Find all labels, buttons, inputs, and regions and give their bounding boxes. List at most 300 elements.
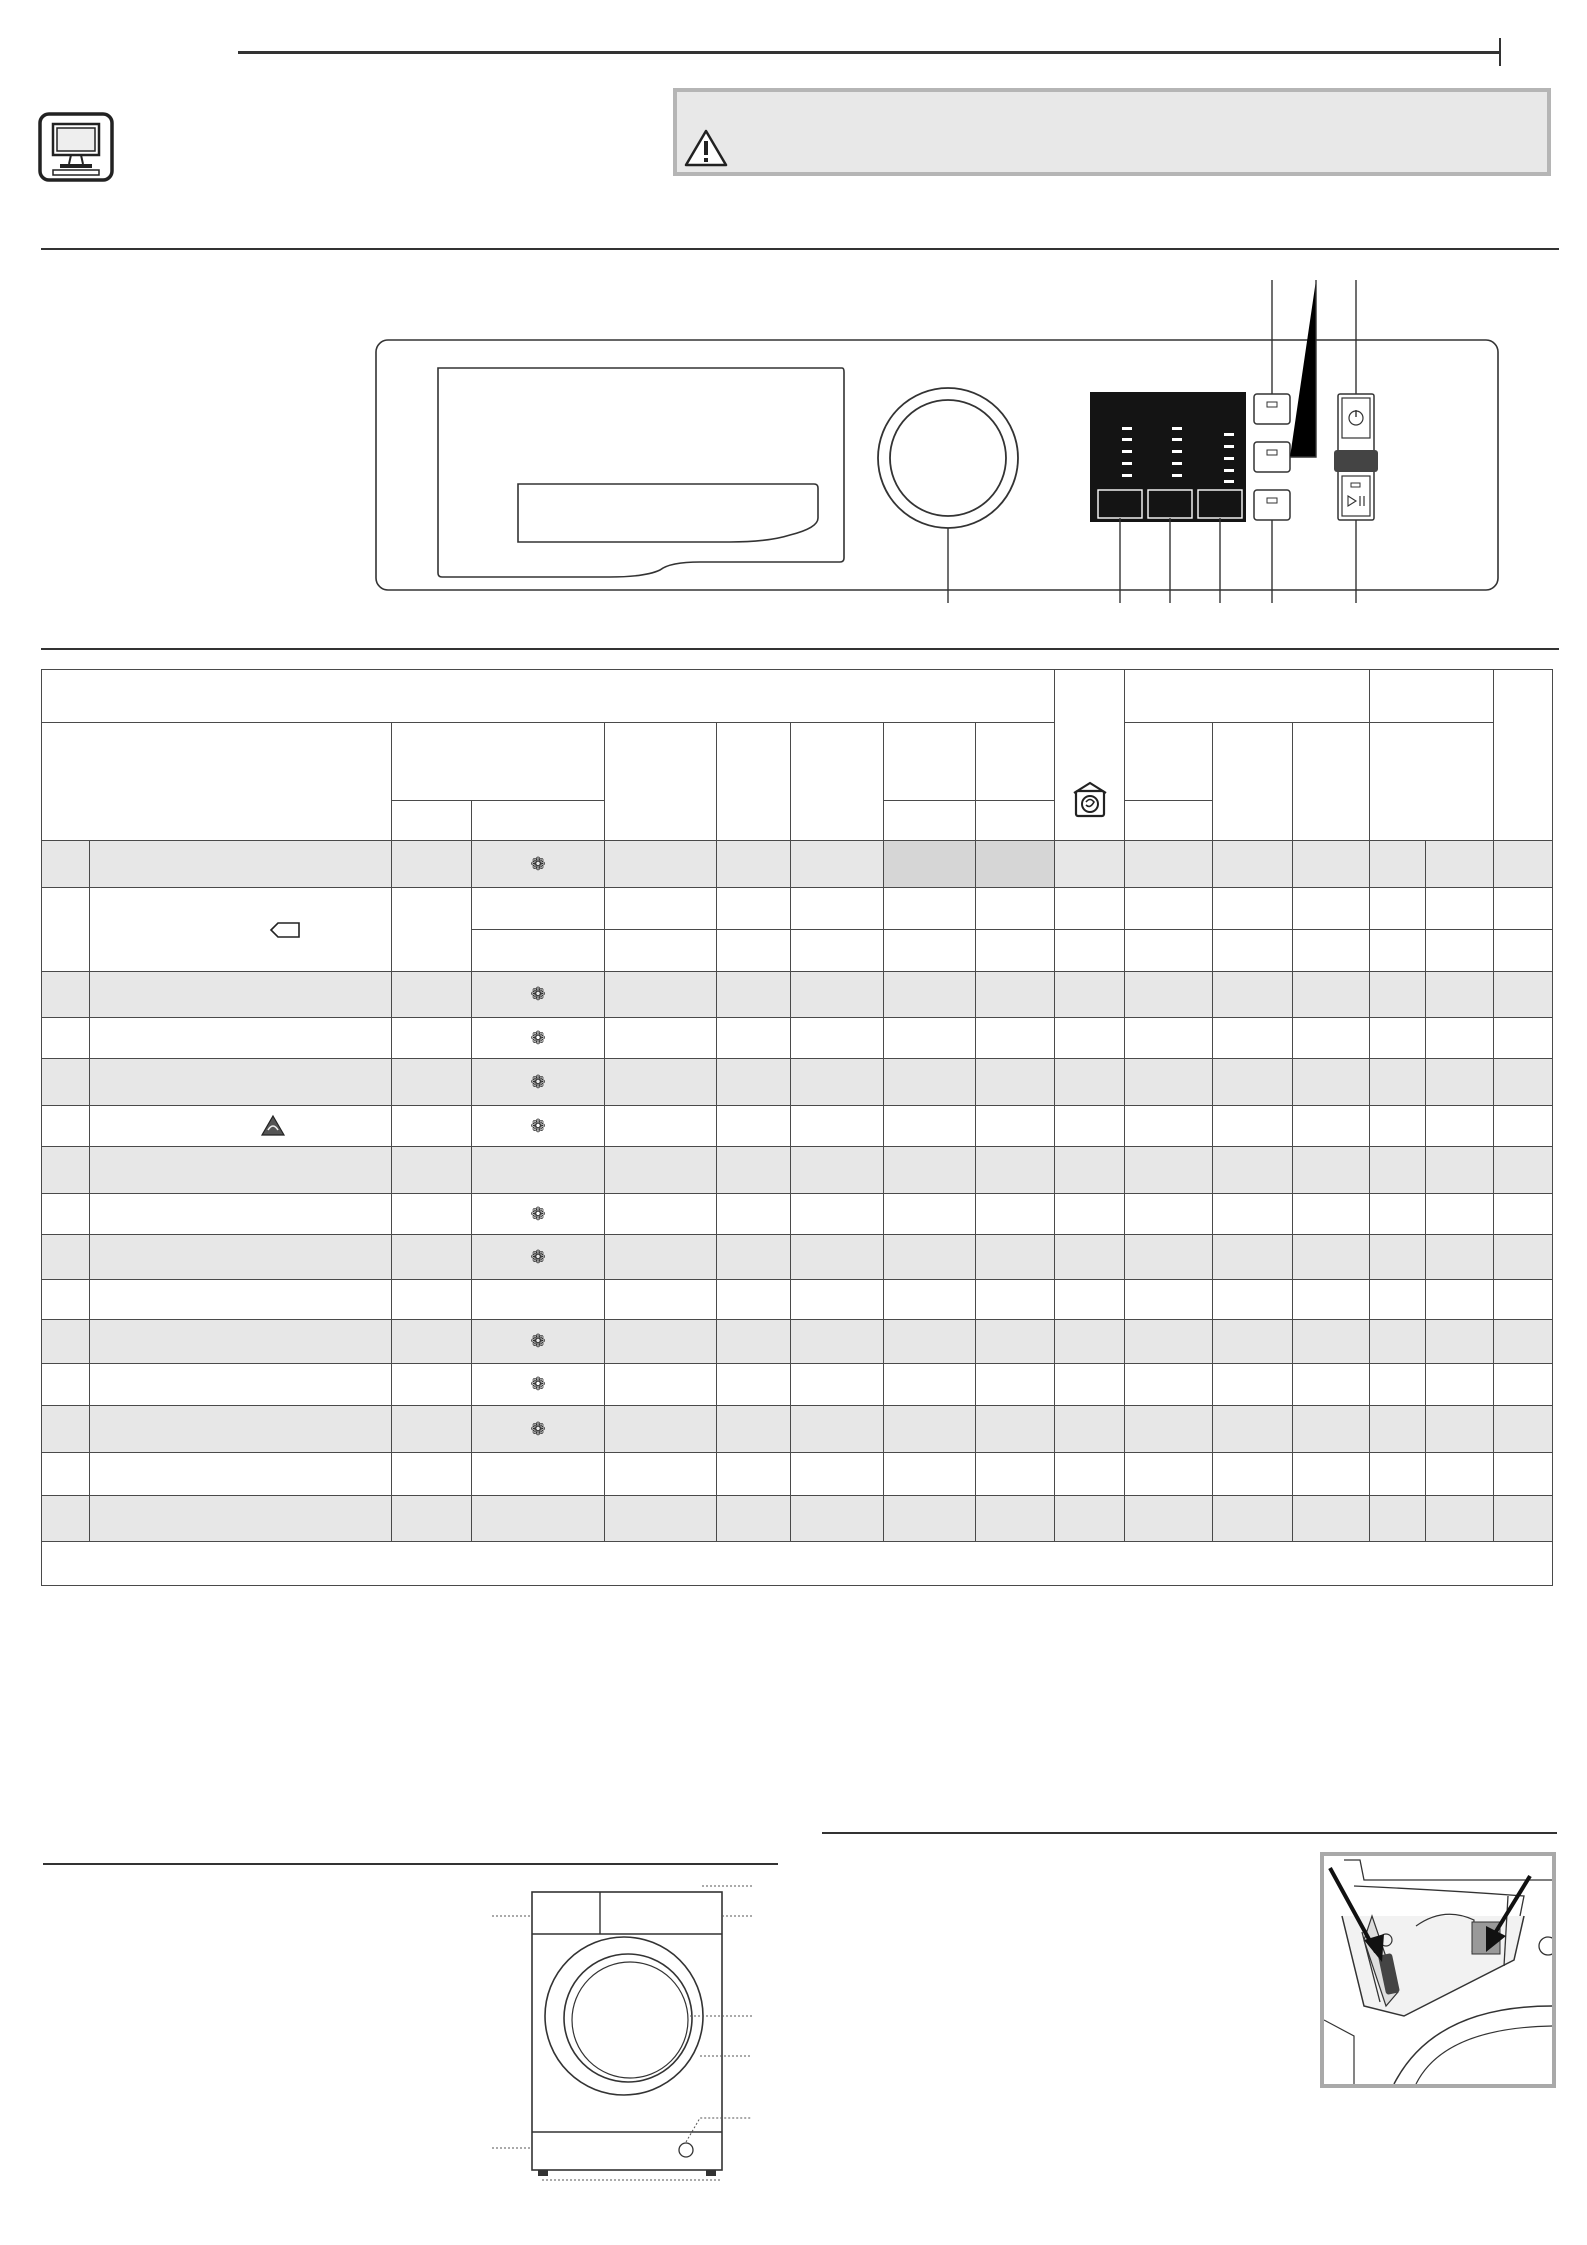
table-cell [884,972,976,1018]
table-cell [1426,1194,1494,1235]
table-cell [472,888,605,930]
table-cell [1426,888,1494,930]
table-cell [1370,1280,1426,1320]
table-header-cell [884,801,976,841]
table-cell [1125,930,1213,972]
table-cell [472,1496,605,1542]
table-cell [1293,841,1370,888]
table-cell [717,888,791,930]
table-cell [1494,1453,1553,1496]
table-header-cell [472,801,605,841]
table-cell [1370,1453,1426,1496]
table-cell [472,1280,605,1320]
detergent-dispenser-photo [1320,1852,1556,2088]
table-cell [791,888,884,930]
table-cell [884,1059,976,1106]
table-header-cell [1125,723,1213,801]
table-cell [392,1406,472,1453]
table-cell [1213,1059,1293,1106]
section-rule-4 [822,1832,1557,1834]
table-cell [1125,1059,1213,1106]
table-cell [42,972,90,1018]
table-cell [1370,1406,1426,1453]
table-cell [1494,1364,1553,1406]
table-cell [791,972,884,1018]
section-rule-3 [43,1863,778,1865]
table-cell [976,1059,1055,1106]
table-cell [42,1106,90,1147]
table-header-cell [42,723,392,841]
table-cell [392,1364,472,1406]
table-cell [1125,1280,1213,1320]
table-cell [1370,972,1426,1018]
table-cell [884,1106,976,1147]
table-cell [1055,1320,1125,1364]
table-cell [1213,1406,1293,1453]
table-cell [791,1453,884,1496]
table-cell [1293,1453,1370,1496]
table-cell [1494,1280,1553,1320]
table-cell [1125,1106,1213,1147]
table-cell [42,1280,90,1320]
table-cell [1055,930,1125,972]
table-cell [1494,1147,1553,1194]
table-cell [976,972,1055,1018]
table-cell [1293,1320,1370,1364]
table-cell [791,930,884,972]
table-row [42,1018,1553,1059]
table-cell [717,1147,791,1194]
table-cell [791,1147,884,1194]
table-cell [1426,1059,1494,1106]
table-cell [1293,1406,1370,1453]
table-cell [90,1364,392,1406]
table-cell [884,1194,976,1235]
table-cell [90,1194,392,1235]
table-cell [1426,1406,1494,1453]
table-cell [1055,1235,1125,1280]
table-cell [1426,1235,1494,1280]
table-row [42,1194,1553,1235]
table-cell [1370,1194,1426,1235]
table-cell [717,1235,791,1280]
table-cell [42,1364,90,1406]
table-cell [1370,1059,1426,1106]
snowflake-icon: ❁ [530,1115,546,1136]
table-cell [1426,1453,1494,1496]
table-cell [90,1106,392,1147]
top-rule [238,51,1500,54]
table-cell [1213,1320,1293,1364]
table-cell [472,1453,605,1496]
table-cell [1125,1320,1213,1364]
table-cell [791,1018,884,1059]
table-cell [472,1106,605,1147]
table-header-cell [392,723,605,801]
table-cell [1370,1018,1426,1059]
table-cell [1055,1453,1125,1496]
tag-icon [269,921,301,939]
table-cell [1426,1320,1494,1364]
table-cell [1494,1496,1553,1542]
snowflake-icon: ❁ [530,1246,546,1267]
table-cell [90,1147,392,1194]
table-cell [1370,1147,1426,1194]
table-cell [1055,972,1125,1018]
table-header-cell [392,801,472,841]
top-rule-tick [1499,38,1501,66]
table-cell [1494,930,1553,972]
table-cell [884,1406,976,1453]
table-cell [1293,1106,1370,1147]
table-cell [884,1496,976,1542]
table-cell [605,1018,717,1059]
table-row [42,1106,1553,1147]
table-cell [472,1194,605,1235]
table-cell [1125,1235,1213,1280]
table-cell [472,1235,605,1280]
table-cell [976,888,1055,930]
table-cell [1293,1018,1370,1059]
table-cell [605,1147,717,1194]
table-cell [1426,1496,1494,1542]
table-cell [791,841,884,888]
table-cell [1494,1194,1553,1235]
table-cell [1213,1018,1293,1059]
table-cell [1213,1364,1293,1406]
woolmark-icon [260,1114,286,1138]
table-cell [884,930,976,972]
table-cell [1125,1147,1213,1194]
table-cell [1426,930,1494,972]
table-cell [791,1194,884,1235]
table-cell [717,1106,791,1147]
table-header-cell [717,723,791,841]
table-cell [717,972,791,1018]
table-header-cell [42,670,1055,723]
table-cell [392,841,472,888]
table-cell [1055,1018,1125,1059]
table-cell [90,1496,392,1542]
table-cell [1213,1280,1293,1320]
table-cell [791,1280,884,1320]
table-row [42,1280,1553,1320]
table-cell [717,1364,791,1406]
table-cell [472,841,605,888]
table-header-cell [976,723,1055,801]
table-cell [1213,841,1293,888]
control-panel-diagram [370,270,1510,610]
table-cell [42,1018,90,1059]
table-cell [1293,1194,1370,1235]
table-cell [90,1018,392,1059]
table-cell [884,1320,976,1364]
table-cell [42,1147,90,1194]
table-cell [717,1453,791,1496]
table-cell [605,1364,717,1406]
table-row [42,1059,1553,1106]
table-cell [1293,1147,1370,1194]
table-cell [1426,972,1494,1018]
table-cell [717,1018,791,1059]
table-cell [472,1018,605,1059]
table-cell [1213,972,1293,1018]
table-cell [1293,1059,1370,1106]
table-cell [392,1147,472,1194]
table-cell [42,1194,90,1235]
table-cell [90,1235,392,1280]
table-cell [1055,1364,1125,1406]
snowflake-icon: ❁ [530,1418,546,1439]
table-cell [976,1235,1055,1280]
table-cell [42,1235,90,1280]
table-cell [472,1364,605,1406]
table-cell [1055,1406,1125,1453]
table-cell [1494,841,1553,888]
table-header-cell [1494,670,1553,841]
table-cell [884,888,976,930]
table-header-cell [1125,801,1213,841]
table-cell [976,1018,1055,1059]
table-cell [1293,1496,1370,1542]
warning-triangle-icon [683,128,729,168]
table-cell [791,1235,884,1280]
table-cell [1213,1453,1293,1496]
table-header-cell [605,723,717,841]
table-cell [42,1453,90,1496]
table-cell [976,1320,1055,1364]
snowflake-icon: ❁ [530,1331,546,1351]
table-cell [976,930,1055,972]
table-cell [717,1280,791,1320]
table-cell [605,888,717,930]
table-cell [1370,888,1426,930]
table-header-cell [976,801,1055,841]
table-header-cell [1055,670,1125,841]
table-cell [90,1280,392,1320]
table-row [42,888,1553,930]
table-cell [884,1235,976,1280]
table-cell [1125,1364,1213,1406]
table-cell [1494,1320,1553,1364]
table-cell [1125,1496,1213,1542]
table-cell [791,1406,884,1453]
table-cell [1055,841,1125,888]
table-cell [1293,1364,1370,1406]
table-cell [392,888,472,972]
section-rule-1 [41,248,1559,250]
table-cell [1293,972,1370,1018]
table-cell [1213,888,1293,930]
table-cell [1293,930,1370,972]
snowflake-icon: ❁ [530,1071,546,1092]
table-cell [605,972,717,1018]
table-cell [1055,1280,1125,1320]
table-footnote-cell [42,1542,1553,1586]
table-row [42,841,1553,888]
table-header-cell [1213,723,1293,841]
table-cell [42,888,90,972]
table-cell [717,930,791,972]
table-header-cell [1293,723,1370,841]
table-cell [472,930,605,972]
table-cell [1055,1194,1125,1235]
table-header-cell [884,723,976,801]
table-cell [392,1453,472,1496]
table-cell [791,1364,884,1406]
warning-box [673,88,1551,176]
table-cell [1494,1235,1553,1280]
table-cell [42,1496,90,1542]
table-cell [976,1364,1055,1406]
table-cell [1494,1406,1553,1453]
table-cell [1494,888,1553,930]
table-cell [791,1106,884,1147]
table-cell [1125,1453,1213,1496]
table-cell [717,1194,791,1235]
table-cell [1426,1364,1494,1406]
table-cell [605,1235,717,1280]
table-cell [1125,1194,1213,1235]
table-cell [1370,930,1426,972]
table-cell [605,1320,717,1364]
table-cell [976,1194,1055,1235]
table-cell [605,1496,717,1542]
table-header-cell [1125,670,1370,723]
table-header-cell [1370,670,1494,723]
table-cell [605,1059,717,1106]
table-cell [1370,841,1426,888]
table-cell [42,1406,90,1453]
table-cell [884,1453,976,1496]
table-cell [1293,1235,1370,1280]
table-cell [976,1406,1055,1453]
table-cell [717,1059,791,1106]
table-cell [90,972,392,1018]
table-row [42,1235,1553,1280]
table-cell [605,1194,717,1235]
washing-machine-front-illustration [490,1880,760,2185]
table-cell [1055,1147,1125,1194]
table-cell [1293,888,1370,930]
table-cell [1055,888,1125,930]
table-cell [472,1406,605,1453]
table-row [42,1320,1553,1364]
table-cell [717,841,791,888]
table-row [42,1364,1553,1406]
table-cell [884,1147,976,1194]
table-row [42,972,1553,1018]
table-cell [605,930,717,972]
table-cell [1055,1496,1125,1542]
table-cell [90,1059,392,1106]
table-row [42,1496,1553,1542]
table-cell [1125,888,1213,930]
table-cell [884,1280,976,1320]
table-cell [472,1320,605,1364]
table-cell [1494,1059,1553,1106]
table-cell [1494,972,1553,1018]
table-cell [1494,1106,1553,1147]
table-cell [392,1235,472,1280]
table-cell [1213,930,1293,972]
table-cell [1055,1106,1125,1147]
table-row [42,1453,1553,1496]
table-cell [472,1147,605,1194]
snowflake-icon: ❁ [530,1027,546,1048]
table-cell [791,1059,884,1106]
table-cell [976,1496,1055,1542]
table-cell [605,1406,717,1453]
table-cell [1370,1235,1426,1280]
table-cell [42,1059,90,1106]
table-cell [884,1018,976,1059]
table-cell [1426,1147,1494,1194]
table-cell [1426,841,1494,888]
table-cell [884,841,976,888]
table-cell [791,1320,884,1364]
table-cell [90,1453,392,1496]
snowflake-icon: ❁ [530,1203,546,1224]
table-cell [717,1496,791,1542]
section-rule-2 [41,648,1559,650]
programme-table-body [42,841,1553,1542]
table-cell [392,1194,472,1235]
table-cell [392,1059,472,1106]
table-cell [1125,1406,1213,1453]
table-cell [90,841,392,888]
table-cell [976,841,1055,888]
snowflake-icon: ❁ [530,984,546,1004]
table-cell [717,1320,791,1364]
table-cell [1125,841,1213,888]
table-header-cell [791,723,884,841]
table-cell [717,1406,791,1453]
table-cell [1426,1280,1494,1320]
table-cell [976,1280,1055,1320]
table-cell [392,1496,472,1542]
table-cell [605,1280,717,1320]
table-cell [1213,1106,1293,1147]
table-cell [1370,1496,1426,1542]
table-cell [1213,1235,1293,1280]
table-row [42,1406,1553,1453]
table-cell [42,841,90,888]
table-cell [42,1320,90,1364]
table-cell [976,1147,1055,1194]
table-cell [392,1320,472,1364]
computer-manual-icon [38,112,114,182]
table-cell [976,1453,1055,1496]
table-cell [392,1280,472,1320]
table-cell [791,1496,884,1542]
table-cell [472,1059,605,1106]
drum-clean-icon [1070,779,1110,819]
snowflake-icon: ❁ [530,1374,546,1394]
table-cell [1125,972,1213,1018]
table-cell [1213,1147,1293,1194]
snowflake-icon: ❁ [530,853,546,874]
programme-table [41,669,1553,1586]
table-cell [392,1106,472,1147]
table-cell [90,888,392,972]
table-cell [1370,1320,1426,1364]
table-cell [1370,1364,1426,1406]
table-cell [976,1106,1055,1147]
table-cell [605,1106,717,1147]
table-row [42,1147,1553,1194]
table-cell [1125,1018,1213,1059]
